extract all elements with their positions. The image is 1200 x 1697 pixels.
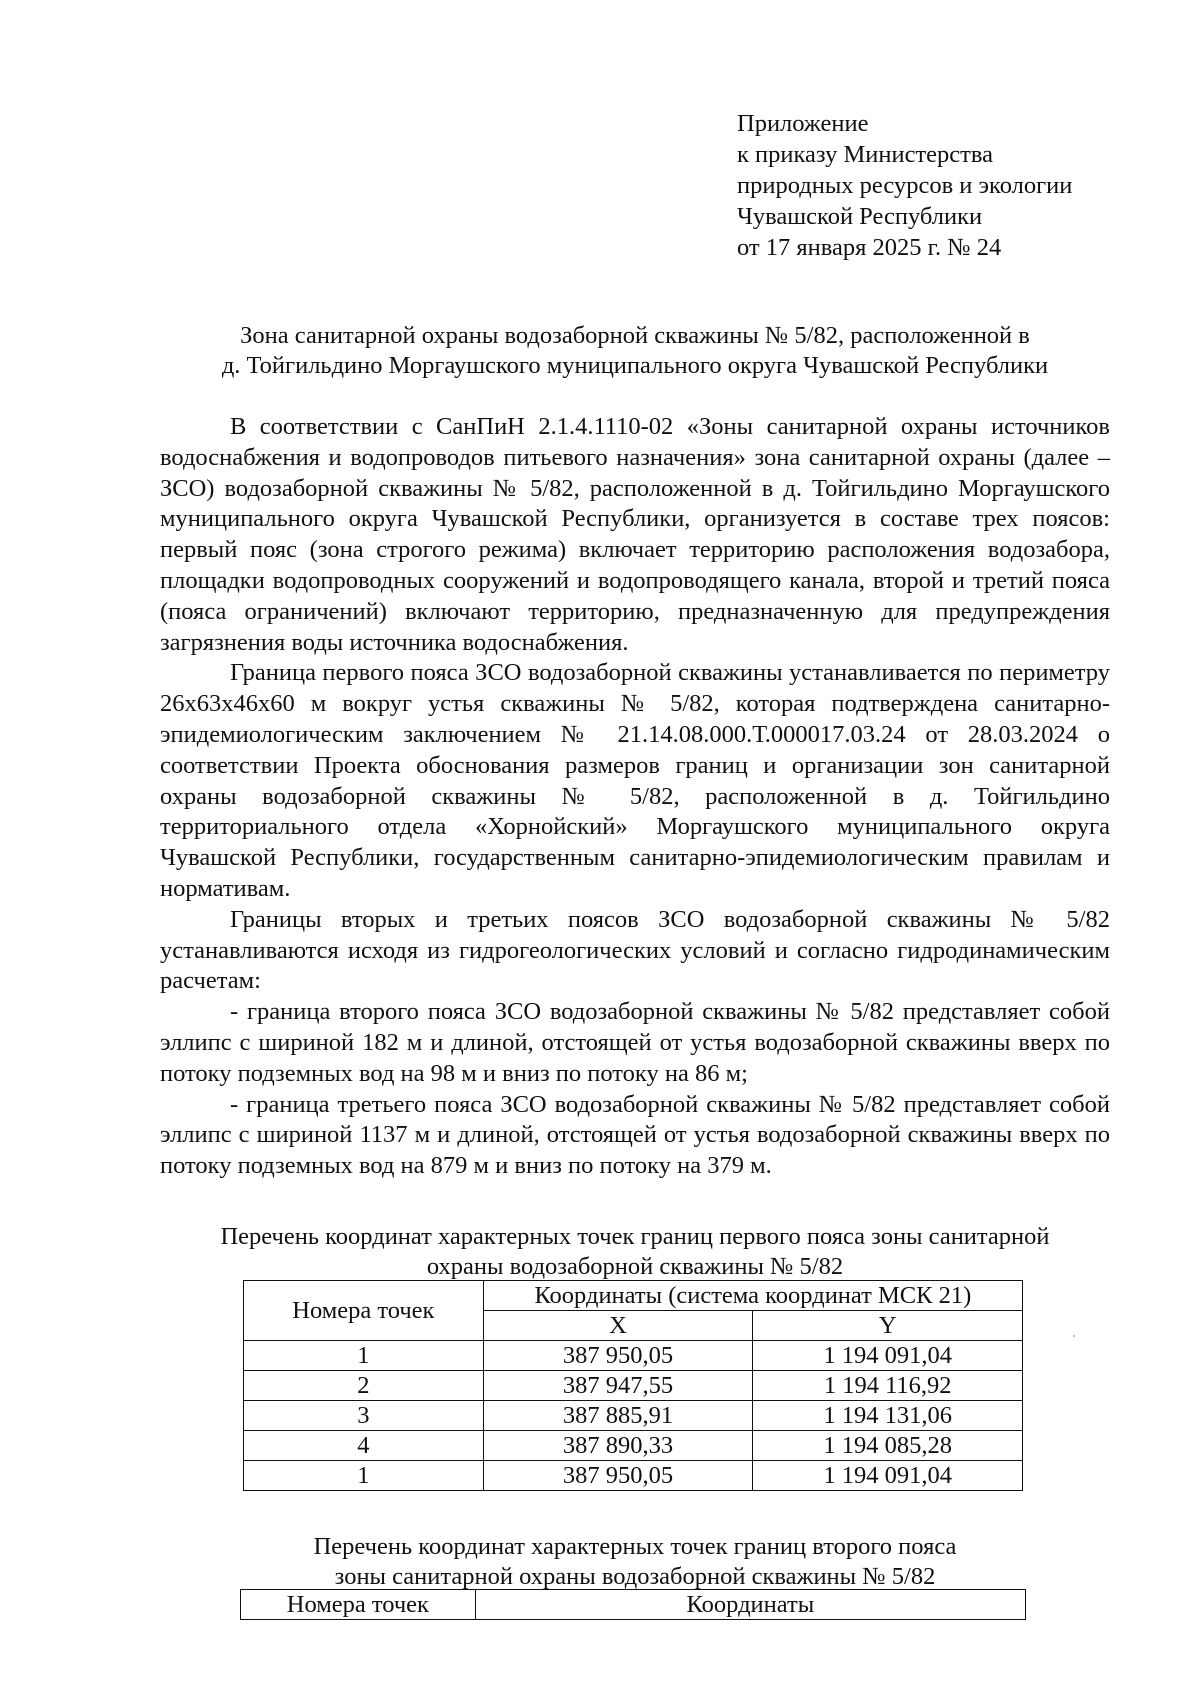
cell-point: 3 [244, 1401, 484, 1431]
body-text [160, 412, 1110, 1182]
appendix-line: Приложение [737, 110, 869, 137]
table-row [244, 1401, 1023, 1431]
cell-x: 387 890,33 [483, 1431, 753, 1461]
cell-point: 1 [244, 1461, 484, 1491]
header-coordinates: Координаты [475, 1590, 1025, 1620]
table-row [244, 1431, 1023, 1461]
paragraph: - граница второго пояса ЗСО водозаборной скважины № 5/82 представляет собой эллипс с шириной 182 м и длиной, отстоящей от устья водозаборной скважины вверх по потоку подземных вод на 98 м и вниз по потоку на 86 м; [160, 998, 1110, 1087]
header-y: Y [753, 1311, 1023, 1341]
header-x: X [483, 1311, 753, 1341]
cell-x: 387 947,55 [483, 1371, 753, 1401]
appendix-line: от 17 января 2025 г. № 24 [737, 234, 1002, 261]
cell-y: 1 194 091,04 [753, 1461, 1023, 1491]
header-coordinates: Координаты (система координат МСК 21) [483, 1281, 1022, 1311]
table-header-row [241, 1590, 1026, 1620]
cell-point: 2 [244, 1371, 484, 1401]
caption-line: зоны санитарной охраны водозаборной скважины № 5/82 [334, 1563, 936, 1590]
paragraph: В соответствии с СанПиН 2.1.4.1110-02 «Зоны санитарной охраны источников водоснабжения и водопроводов питьевого назначения» зона санитарной охраны (далее – ЗСО) водозаборной скважины № 5/82, расположенной в д. Тойгильдино Моргаушского муниципального округа Чувашской Республики, организуется в составе трех поясов: первый пояс (зона строгого режима) включает территорию расположения водозабора, площадки водопроводных сооружений и водопроводящего канала, второй и третий пояса (пояса ограничений) включают территорию, предназначенную для предупреждения загрязнения воды источника водоснабжения. [160, 413, 1110, 656]
coordinates-table-second-belt [240, 1589, 1026, 1620]
table-header-row [244, 1281, 1023, 1311]
table2-caption [160, 1532, 1110, 1592]
title-line: Зона санитарной охраны водозаборной скважины № 5/82, расположенной в [240, 322, 1030, 349]
cell-y: 1 194 085,28 [753, 1431, 1023, 1461]
paragraph: Граница первого пояса ЗСО водозаборной скважины устанавливается по периметру 26х63х46х60 м вокруг устья скважины № 5/82, которая подтверждена санитарно-эпидемиологическим заключением № 21.14.08.000.Т.000017.03.24 от 28.03.2024 о соответствии Проекта обоснования размеров границ и организации зон санитарной охраны водозаборной скважины № 5/82, расположенной в д. Тойгильдино территориального отдела «Хорнойский» Моргаушского муниципального округа Чувашской Республики, государственным санитарно-эпидемиологическим правилам и нормативам. [160, 659, 1110, 902]
table-row [244, 1371, 1023, 1401]
paragraph: - граница третьего пояса ЗСО водозаборной скважины № 5/82 представляет собой эллипс с шириной 1137 м и длиной, отстоящей от устья водозаборной скважины вверх по потоку подземных вод на 879 м и вниз по потоку на 379 м. [160, 1090, 1110, 1180]
scan-speck [1073, 1335, 1075, 1337]
cell-x: 387 885,91 [483, 1401, 753, 1431]
caption-line: охраны водозаборной скважины № 5/82 [426, 1253, 844, 1280]
appendix-block [737, 108, 1072, 263]
appendix-line: к приказу Министерства [737, 141, 993, 168]
cell-y: 1 194 091,04 [753, 1341, 1023, 1371]
cell-point: 4 [244, 1431, 484, 1461]
table-row [244, 1341, 1023, 1371]
cell-point: 1 [244, 1341, 484, 1371]
paragraph: Границы вторых и третьих поясов ЗСО водозаборной скважины № 5/82 устанавливаются исходя из гидрогеологических условий и согласно гидродинамическим расчетам: [160, 905, 1110, 995]
coordinates-table-first-belt [243, 1280, 1023, 1491]
header-points: Номера точек [244, 1281, 484, 1341]
cell-x: 387 950,05 [483, 1341, 753, 1371]
document-title [160, 321, 1110, 381]
table1-caption [160, 1222, 1110, 1282]
header-points: Номера точек [241, 1590, 476, 1620]
cell-y: 1 194 131,06 [753, 1401, 1023, 1431]
cell-x: 387 950,05 [483, 1461, 753, 1491]
title-line: д. Тойгильдино Моргаушского муниципального округа Чувашской Республики [221, 352, 1049, 379]
cell-y: 1 194 116,92 [753, 1371, 1023, 1401]
caption-line: Перечень координат характерных точек границ второго пояса [313, 1533, 957, 1560]
caption-line: Перечень координат характерных точек границ первого пояса зоны санитарной [220, 1223, 1050, 1250]
table-row [244, 1461, 1023, 1491]
appendix-line: природных ресурсов и экологии [737, 172, 1073, 199]
appendix-line: Чувашской Республики [737, 203, 983, 230]
